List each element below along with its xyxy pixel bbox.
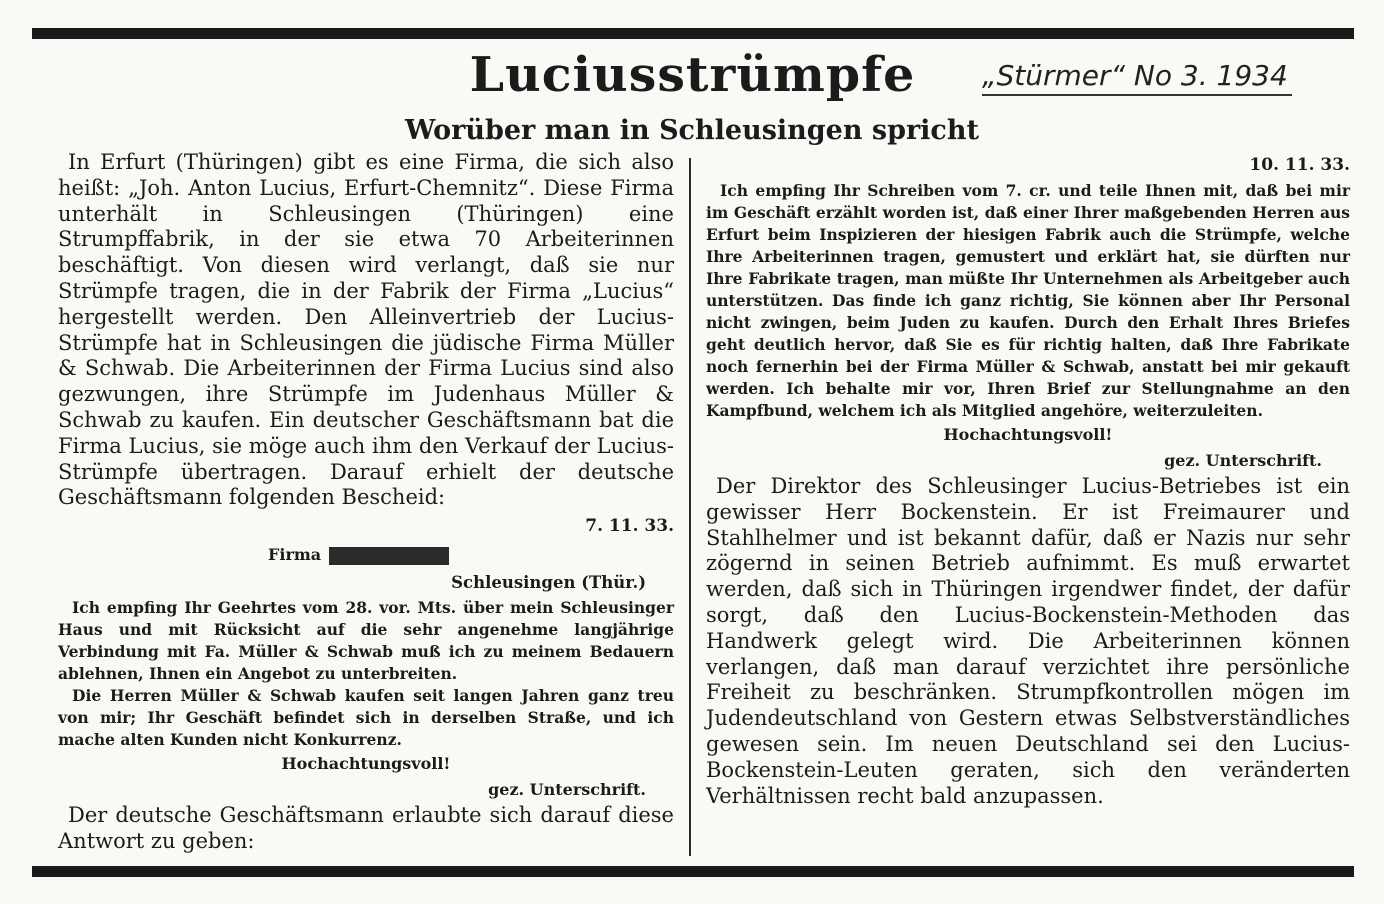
letter2-signature: gez. Unterschrift. (1164, 451, 1322, 470)
letter2-date: 10. 11. 33. (1249, 155, 1350, 175)
column-divider (689, 158, 691, 856)
letter1-signature: gez. Unterschrift. (488, 780, 646, 800)
redaction-mark (329, 547, 449, 565)
headline: Luciusstrümpfe (469, 47, 915, 103)
letter1-recipient: Firma (268, 541, 674, 569)
letter1-paragraph-2: Die Herren Müller & Schwab kaufen seit langen Jahren ganz treu von mir; Ihr Geschäft befindet sich in derselben Straße, und ich mache alten Kunden nicht Konkurrenz. (58, 686, 674, 750)
letter1-closing: Hochachtungsvoll! (281, 754, 451, 774)
letter1-paragraph-1: Ich empfing Ihr Geehrtes vom 28. vor. Mts. über mein Schleusinger Haus und mit Rücksicht auf die sehr angenehme langjährige Verbindung mit Fa. Müller & Schwab muß ich zu meinem Bedauern ablehnen, Ihnen ein Angebot zu unterbreiten. (58, 598, 674, 684)
handwritten-annotation: „Stürmer“ No 3. 1934 (982, 58, 1292, 96)
closing-paragraph: Der Direktor des Schleusinger Lucius-Betriebes ist ein gewisser Herr Bockenstein. Er ist Freimaurer und Stahlhelmer und ist bekannt dafür, daß er Nazis nur sehr zögernd in seinen Betrieb aufnimmt. Es muß erwartet werden, daß sich in Thüringen irgendwer findet, der dafür sorgt, daß den Lucius-Bockenstein-Methoden das Handwerk gelegt wird. Die Arbeiterinnen können verlangen, daß man darauf verzichtet ihre persönliche Freiheit zu beschränken. Strumpfkontrollen mögen im Judendeutschland von Gestern etwas Selbstverständliches gewesen sein. Im neuen Deutschland sei den Lucius-Bockenstein-Leuten geraten, sich den veränderten Verhältnissen recht bald anzupassen. (706, 474, 1350, 808)
subheadline: Worüber man in Schleusingen spricht (405, 115, 979, 146)
letter1-date: 7. 11. 33. (585, 516, 674, 537)
reply-intro-paragraph: Der deutsche Geschäftsmann erlaubte sich darauf diese Antwort zu geben: (58, 803, 674, 853)
letter2-closing: Hochachtungsvoll! (943, 425, 1113, 444)
right-column (706, 150, 1350, 809)
letter1-place: Schleusingen (Thür.) (451, 573, 646, 593)
letter2-paragraph: Ich empfing Ihr Schreiben vom 7. cr. und teile Ihnen mit, daß bei mir im Geschäft erzählt worden ist, daß einer Ihrer maßgebenden Herren aus Erfurt beim Inspizieren der hiesigen Fabrik auch die Strümpfe, welche Ihre Arbeiterinnen tragen, gemustert und erklärt hat, sie dürften nur Ihre Fabrikate tragen, man müßte Ihr Unternehmen als Arbeitgeber auch unterstützen. Das finde ich ganz richtig, Sie können aber Ihr Personal nicht zwingen, beim Juden zu kaufen. Durch den Erhalt Ihres Briefes geht deutlich hervor, daß Sie es für richtig halten, daß Ihre Fabrikate noch fernerhin bei der Firma Müller & Schwab, anstatt bei mir gekauft werden. Ich behalte mir vor, Ihren Brief zur Stellungnahme an den Kampfbund, welchem ich als Mitglied angehöre, weiterzuleiten. (706, 181, 1350, 420)
intro-paragraph: In Erfurt (Thüringen) gibt es eine Firma, die sich also heißt: „Joh. Anton Lucius, Erfurt-Chemnitz“. Diese Firma unterhält in Schleusingen (Thüringen) eine Strumpffabrik, in der sie etwa 70 Arbeiterinnen beschäftigt. Von diesen wird verlangt, daß sie nur Strümpfe tragen, die in der Fabrik der Firma „Lucius“ hergestellt werden. Den Alleinvertrieb der Lucius-Strümpfe hat in Schleusingen die jüdische Firma Müller & Schwab. Die Arbeiterinnen der Firma Lucius sind also gezwungen, ihre Strümpfe im Judenhaus Müller & Schwab zu kaufen. Ein deutscher Geschäftsmann bat die Firma Lucius, sie möge auch ihm den Verkauf der Lucius-Strümpfe übertragen. Darauf erhielt der deutsche Geschäftsmann folgenden Bescheid: (58, 150, 674, 510)
top-rule (32, 28, 1354, 39)
left-column (58, 150, 674, 855)
bottom-rule (32, 866, 1354, 877)
